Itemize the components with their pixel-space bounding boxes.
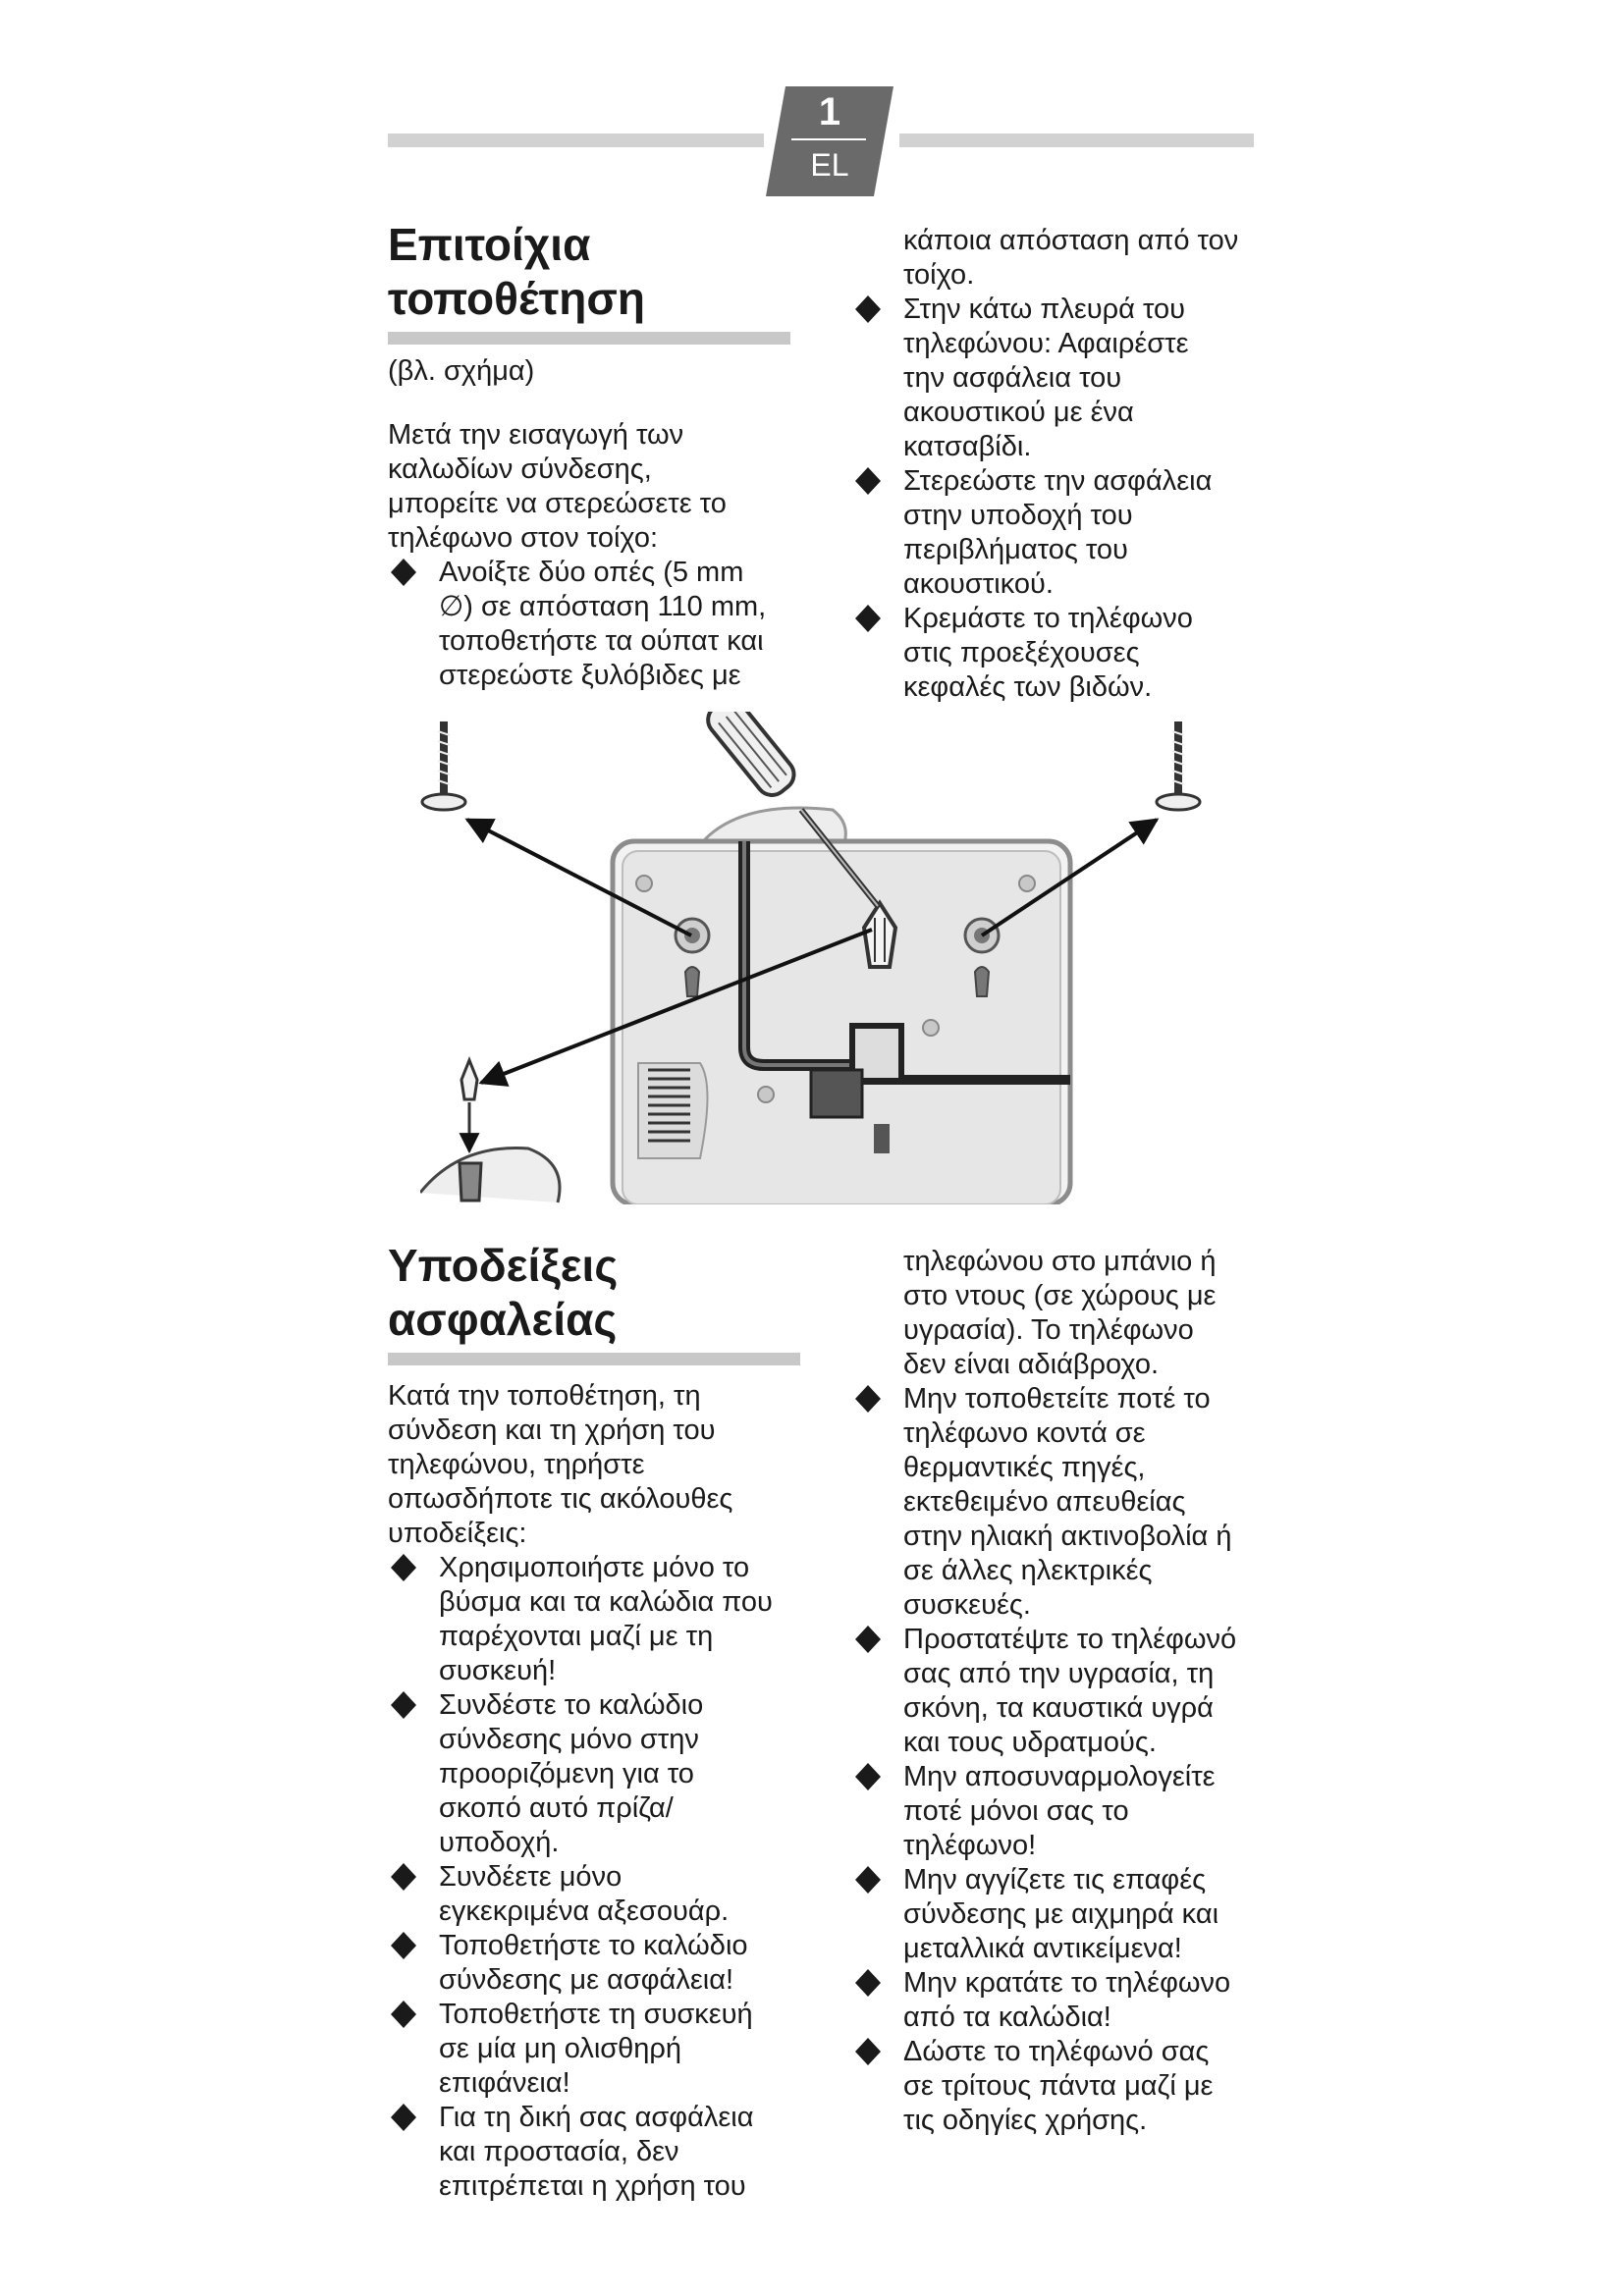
page-tab <box>766 86 893 196</box>
diamond-bullet-icon <box>854 2037 882 2066</box>
list-item: Κρεμάστε το τηλέφωνο στις προεξέχουσες κεφαλές των βιδών. <box>852 602 1265 705</box>
header-rule-left <box>388 133 764 147</box>
list-item: Για τη δική σας ασφάλεια και προστασία, δεν επιτρέπεται η χρήση του <box>388 2101 800 2204</box>
diamond-bullet-icon <box>390 2000 417 2029</box>
diamond-bullet-icon <box>854 294 882 324</box>
diamond-bullet-icon <box>390 2103 417 2132</box>
list-item: Μην αποσυναρμολογείτε ποτέ μόνοι σας το τηλέφωνο! <box>852 1760 1265 1863</box>
page-number: 1 <box>818 90 841 133</box>
list-item: Στην κάτω πλευρά του τηλεφώνου: Αφαιρέστε την ασφάλεια του ακουστικού με ένα κατσαβίδι. <box>852 293 1265 464</box>
diamond-bullet-icon <box>854 604 882 633</box>
list-item: Συνδέετε μόνο εγκεκριμένα αξεσουάρ. <box>388 1860 800 1929</box>
continuation-text: τηλεφώνου στο μπάνιο ή στο ντους (σε χώρους με υγρασία). Το τηλέφωνο δεν είναι αδιάβροχο. <box>903 1246 1217 1380</box>
section1-column-right <box>852 224 1265 705</box>
list-item: Προστατέψτε το τηλέφωνό σας από την υγρασία, τη σκόνη, τα καυστικά υγρά και τους υδρατμούς. <box>852 1623 1265 1760</box>
section2-column-left <box>388 1239 800 2204</box>
diamond-bullet-icon <box>854 1968 882 1998</box>
section2-title-rule <box>388 1353 800 1365</box>
diamond-bullet-icon <box>390 1553 417 1582</box>
section1-list-right <box>852 293 1265 705</box>
diamond-bullet-icon <box>390 558 417 587</box>
list-item: Χρησιμοποιήστε μόνο το βύσμα και τα καλώδια που παρέχονται μαζί με τη συσκευή! <box>388 1551 800 1688</box>
continuation-text: κάποια απόσταση από τον τοίχο. <box>903 225 1239 291</box>
header-rule-right <box>899 133 1254 147</box>
section2-intro: Κατά την τοποθέτηση, τη σύνδεση και τη χρήση του τηλεφώνου, τηρήστε οπωσδήποτε τις ακόλουθες υποδείξεις: <box>388 1380 733 1549</box>
list-item: Τοποθετήστε τη συσκευή σε μία μη ολισθηρή επιφάνεια! <box>388 1998 800 2101</box>
list-item: Μην κρατάτε το τηλέφωνο από τα καλώδια! <box>852 1966 1265 2035</box>
section1-title: Επιτοίχια τοποθέτηση <box>388 219 645 324</box>
list-item: Στερεώστε την ασφάλεια στην υποδοχή του περιβλήματος του ακουστικού. <box>852 464 1265 602</box>
section2-title: Υποδείξεις ασφαλείας <box>388 1240 619 1345</box>
section2-column-right <box>852 1245 1265 2138</box>
section1-column-left <box>388 218 790 693</box>
diamond-bullet-icon <box>390 1931 417 1960</box>
section1-intro: Μετά την εισαγωγή των καλωδίων σύνδεσης, μπορείτε να στερεώσετε το τηλέφωνο στον τοίχο: <box>388 419 727 554</box>
list-item: Μην τοποθετείτε ποτέ το τηλέφωνο κοντά σε θερμαντικές πηγές, εκτεθειμένο απευθείας στην ηλιακή ακτινοβολία ή σε άλλες ηλεκτρικές συσκευές. <box>852 1382 1265 1623</box>
diamond-bullet-icon <box>390 1862 417 1892</box>
diamond-bullet-icon <box>854 1625 882 1654</box>
section1-list-left <box>388 556 790 693</box>
diamond-bullet-icon <box>854 1865 882 1895</box>
section2-list-right <box>852 1382 1265 2138</box>
diamond-bullet-icon <box>854 1762 882 1791</box>
page-tab-divider <box>791 138 866 140</box>
wall-mount-illustration <box>420 712 1265 1204</box>
list-item: Συνδέστε το καλώδιο σύνδεσης μόνο στην προοριζόμενη για το σκοπό αυτό πρίζα/ υποδοχή. <box>388 1688 800 1860</box>
diamond-bullet-icon <box>854 466 882 496</box>
diamond-bullet-icon <box>854 1384 882 1414</box>
figure-reference: (βλ. σχήμα) <box>388 355 535 387</box>
section1-title-rule <box>388 332 790 345</box>
screw-right-icon <box>1157 721 1200 810</box>
clip-in-cradle-icon <box>420 1060 560 1202</box>
section2-list-left <box>388 1551 800 2204</box>
list-item: Μην αγγίζετε τις επαφές σύνδεσης με αιχμηρά και μεταλλικά αντικείμενα! <box>852 1863 1265 1966</box>
screw-left-icon <box>422 721 465 810</box>
list-item: Δώστε το τηλέφωνό σας σε τρίτους πάντα μαζί με τις οδηγίες χρήσης. <box>852 2035 1265 2138</box>
diamond-bullet-icon <box>390 1690 417 1720</box>
list-item: Ανοίξτε δύο οπές (5 mm ∅) σε απόσταση 110 mm, τοποθετήστε τα ούπατ και στερεώστε ξυλόβιδες με <box>388 556 790 693</box>
speaker-grille <box>638 1063 708 1158</box>
list-item: Τοποθετήστε το καλώδιο σύνδεσης με ασφάλεια! <box>388 1929 800 1998</box>
language-code: EL <box>810 147 849 183</box>
